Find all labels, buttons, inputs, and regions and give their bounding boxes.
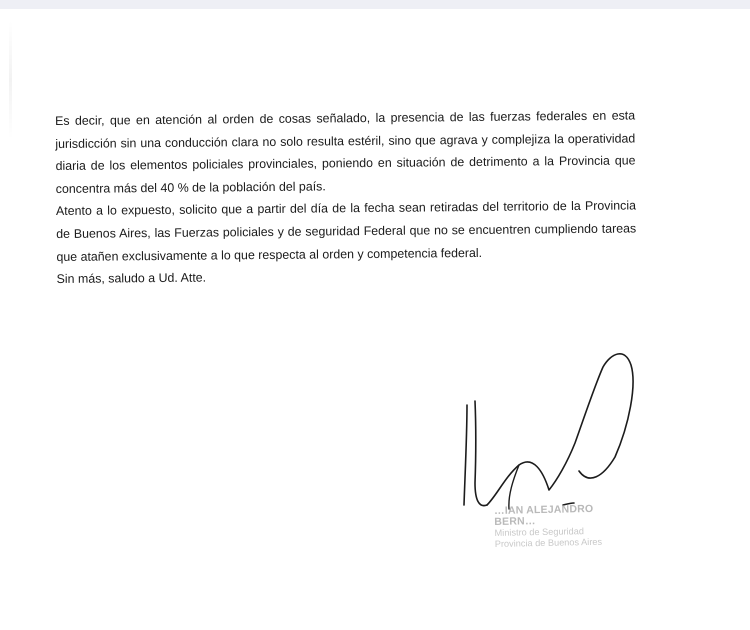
- signature-stroke-3: [487, 354, 633, 505]
- stamp-title: Ministro de Seguridad: [494, 526, 585, 538]
- closing-line: Sin más, saludo a Ud. Atte.: [56, 270, 207, 287]
- signature-stroke-1: [464, 405, 467, 505]
- stamp-jurisdiction: Provincia de Buenos Aires: [494, 536, 603, 549]
- scan-shade: [9, 20, 12, 140]
- stamp-name: …IAN ALEJANDRO BERN…: [493, 502, 594, 528]
- signature-stroke-2: [475, 401, 487, 506]
- paragraph-2: Atento a lo expuesto, solicito que a partir del día de la fecha sean retiradas del territorio de la Provincia de Buenos Aires, las Fuerzas policiales y de seguridad Federal que no se encuentren cumpliendo tareas que atañen exclusivamente a lo que respecta al orden y competencia federal.: [55, 198, 637, 264]
- letter-body: [55, 104, 637, 290]
- official-stamp: [494, 503, 635, 550]
- top-strip: [0, 0, 750, 9]
- signature-stroke-4: [509, 465, 519, 509]
- paragraph-1: Es decir, que en atención al orden de cosas señalado, la presencia de las fuerzas federales en esta jurisdicción sin una conducción clara no solo resulta estéril, sino que agrava y complejiza la operatividad diaria de los elementos policiales provinciales, poniendo en situación de detrimento a la Provincia que concentra más del 40 % de la población del país.: [55, 108, 636, 196]
